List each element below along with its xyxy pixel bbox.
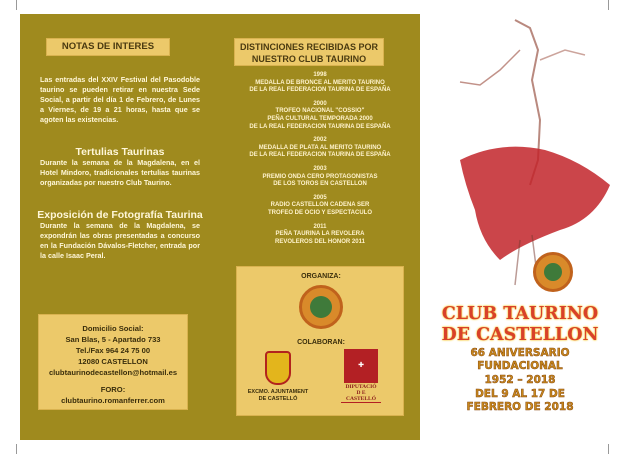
cover-title-line2: DE CASTELLON (441, 325, 599, 345)
expo-title: Exposición de Fotografía Taurina (37, 209, 203, 221)
distincion-year: 2011 (313, 223, 327, 230)
distincion-text: TROFEO DE OCIO Y ESPECTACULO (267, 209, 372, 216)
distincion-year: 2005 (313, 194, 327, 201)
address-phone: Tel./Fax 964 24 75 00 (75, 346, 151, 355)
expo-text: Durante la semana de la Magdalena, se expondrán las obras presentadas a concurso en la Fundación Dávalos-Fletcher, entrada por la calle Isaac Peral. (40, 221, 200, 260)
colaboran-label: COLABORAN: (297, 339, 345, 346)
ajuntament-name: EXCMO. AJUNTAMENT (247, 389, 309, 395)
club-logo-cover (533, 252, 573, 292)
distincion-item (220, 101, 420, 131)
distincion-year: 2002 (313, 137, 327, 144)
crop-mark (16, 444, 17, 454)
diputacio-city: CASTELLÓ (346, 396, 376, 402)
cover-years: 1952 – 2018 (484, 374, 556, 386)
cover-dates-line2: FEBRERO DE 2018 (466, 401, 574, 413)
distincion-year: 2000 (313, 100, 327, 107)
sponsors-box (236, 266, 404, 416)
crop-mark (16, 0, 17, 10)
foro-label: FORO: (100, 385, 126, 394)
distincion-text: TROFEO NACIONAL "COSSIO" (275, 108, 365, 115)
cover-anniversary: 66 ANIVERSARIO (470, 347, 570, 359)
distincion-text: DE LA REAL FEDERACION TAURINA DE ESPAÑA (249, 152, 391, 159)
distincion-year: 2003 (313, 165, 327, 172)
ajuntament-city: DE CASTELLÓ (258, 396, 298, 402)
diputacio-de: D E (356, 390, 366, 396)
distincion-year: 1998 (313, 72, 327, 78)
distincion-item (220, 72, 420, 95)
crop-mark (608, 0, 609, 10)
cover-fundacional: FUNDACIONAL (477, 360, 563, 372)
distincion-text: PEÑA TAURINA LA REVOLERA (275, 231, 365, 238)
distinciones-title (234, 38, 384, 66)
organiza-label: ORGANIZA: (301, 273, 341, 280)
address-city: 12080 CASTELLON (78, 357, 148, 366)
foro-link[interactable]: clubtaurino.romanferrer.com (61, 396, 165, 405)
distincion-item (220, 166, 420, 189)
distincion-text: PREMIO ONDA CERO PROTAGONISTAS (262, 173, 378, 180)
diputacio-logo: ✚ (344, 349, 378, 383)
address-street: San Blas, 5 - Apartado 733 (65, 335, 161, 344)
distincion-text: RADIO CASTELLON CADENA SER (270, 202, 370, 209)
distincion-text: DE LA REAL FEDERACION TAURINA DE ESPAÑA (249, 123, 391, 130)
address-heading: Domicilio Social: (82, 324, 144, 333)
distinciones-list (220, 72, 420, 252)
distincion-text: DE LOS TOROS EN CASTELLON (273, 181, 367, 188)
address-email[interactable]: clubtaurinodecastellon@hotmail.es (48, 368, 178, 377)
distinciones-title-line2: NUESTRO CLUB TAURINO (251, 54, 367, 64)
ajuntament-crest (265, 351, 291, 385)
bullfighter-illustration (420, 10, 625, 290)
distincion-text: DE LA REAL FEDERACION TAURINA DE ESPAÑA (249, 87, 391, 94)
cover-dates-line1: DEL 9 AL 17 DE (475, 388, 565, 400)
distincion-text: PEÑA CULTURAL TEMPORADA 2000 (267, 115, 373, 122)
tertulias-text: Durante la semana de la Magdalena, en el Hotel Mindoro, tradicionales tertulias taurinas organizadas por nuestro Club Taurino. (40, 158, 200, 187)
cover-title-line1: CLUB TAURINO (441, 304, 599, 324)
distincion-item (220, 195, 420, 218)
tertulias-title: Tertulias Taurinas (75, 146, 165, 158)
distincion-item (220, 224, 420, 247)
distincion-text: MEDALLA DE PLATA AL MERITO TAURINO (258, 144, 382, 151)
notas-paragraph: Las entradas del XXIV Festival del Pasodoble taurino se pueden retirar en nuestra Sede Social, a partir del día 1 de Febrero, de Lunes a Viernes, de 19 a 21 horas, hasta que se agoten las existencias. (40, 75, 200, 124)
distincion-text: MEDALLA DE BRONCE AL MERITO TAURINO (255, 79, 385, 86)
crop-mark (608, 444, 609, 454)
address-box (38, 314, 188, 410)
distincion-text: REVOLEROS DEL HONOR 2011 (275, 238, 365, 245)
club-logo (299, 285, 343, 329)
distincion-item (220, 137, 420, 160)
distinciones-title-line1: DISTINCIONES RECIBIDAS POR (239, 42, 378, 52)
diputacio-name: DIPUTACIÓ (345, 384, 377, 390)
notas-title: NOTAS DE INTERES (46, 38, 170, 56)
